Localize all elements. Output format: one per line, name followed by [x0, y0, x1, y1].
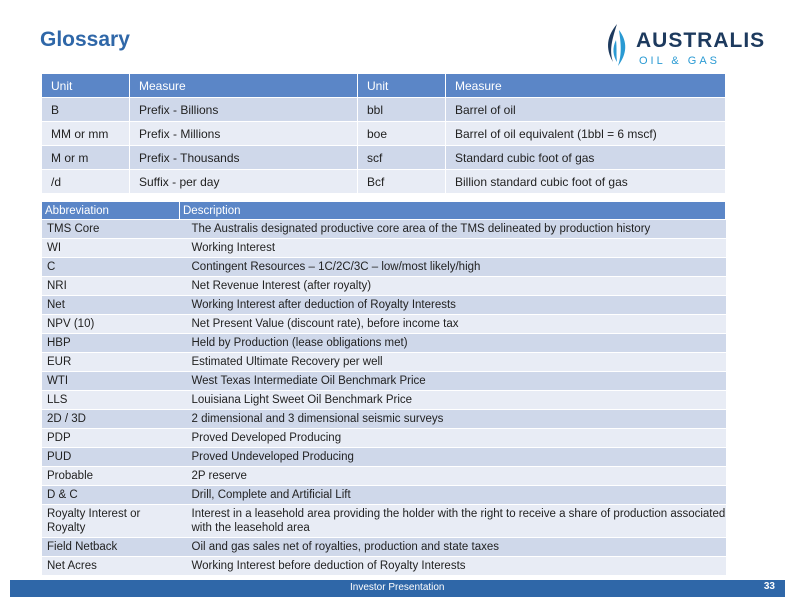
description-cell: Oil and gas sales net of royalties, production and state taxes: [180, 538, 726, 557]
units-table: [42, 74, 726, 193]
units-table-cell: /d: [42, 170, 130, 194]
description-cell: Proved Undeveloped Producing: [180, 448, 726, 467]
abbreviation-cell: C: [42, 258, 180, 277]
description-cell: Louisiana Light Sweet Oil Benchmark Price: [180, 391, 726, 410]
units-table-cell: Billion standard cubic foot of gas: [446, 170, 726, 194]
units-table-cell: B: [42, 98, 130, 122]
units-table-row: [42, 122, 726, 146]
abbreviation-cell: EUR: [42, 353, 180, 372]
abbr-table-row: [42, 353, 726, 372]
units-table-cell: Barrel of oil: [446, 98, 726, 122]
description-cell: Estimated Ultimate Recovery per well: [180, 353, 726, 372]
abbreviation-cell: WTI: [42, 372, 180, 391]
abbreviation-cell: Field Netback: [42, 538, 180, 557]
abbr-table-row: [42, 315, 726, 334]
abbr-table-row: [42, 372, 726, 391]
units-table-row: [42, 98, 726, 122]
abbr-header-row: [42, 202, 726, 220]
abbreviation-cell: NRI: [42, 277, 180, 296]
abbr-table-row: [42, 505, 726, 538]
units-table-cell: M or m: [42, 146, 130, 170]
abbreviation-cell: 2D / 3D: [42, 410, 180, 429]
company-logo: [600, 22, 765, 72]
abbr-table-row: [42, 391, 726, 410]
abbreviation-cell: WI: [42, 239, 180, 258]
abbreviation-cell: LLS: [42, 391, 180, 410]
units-header-unit: Unit: [42, 74, 130, 98]
abbr-table-row: [42, 334, 726, 353]
page-number: 33: [763, 581, 775, 592]
abbr-header-description: Description: [180, 202, 726, 220]
units-header-row: [42, 74, 726, 98]
abbr-table-row: [42, 239, 726, 258]
units-table-cell: Prefix - Billions: [130, 98, 358, 122]
description-cell: Working Interest after deduction of Royalty Interests: [180, 296, 726, 315]
units-table-cell: Barrel of oil equivalent (1bbl = 6 mscf): [446, 122, 726, 146]
units-table-cell: Prefix - Thousands: [130, 146, 358, 170]
abbr-table-row: [42, 220, 726, 239]
abbreviation-cell: Royalty Interest or Royalty: [42, 505, 180, 538]
abbr-table-row: [42, 486, 726, 505]
units-table-cell: scf: [358, 146, 446, 170]
abbr-table-row: [42, 467, 726, 486]
abbreviation-cell: HBP: [42, 334, 180, 353]
description-cell: Drill, Complete and Artificial Lift: [180, 486, 726, 505]
description-cell: Held by Production (lease obligations met): [180, 334, 726, 353]
units-table-cell: Suffix - per day: [130, 170, 358, 194]
units-table-row: [42, 146, 726, 170]
abbr-table-row: [42, 448, 726, 467]
description-cell: 2 dimensional and 3 dimensional seismic surveys: [180, 410, 726, 429]
units-table-cell: Standard cubic foot of gas: [446, 146, 726, 170]
abbreviation-cell: NPV (10): [42, 315, 180, 334]
abbr-table-row: [42, 277, 726, 296]
units-header-unit-2: Unit: [358, 74, 446, 98]
description-cell: Net Present Value (discount rate), before income tax: [180, 315, 726, 334]
description-cell: Working Interest before deduction of Royalty Interests: [180, 557, 726, 576]
description-cell: The Australis designated productive core area of the TMS delineated by production history: [180, 220, 726, 239]
abbr-table-row: [42, 296, 726, 315]
abbr-table-row: [42, 258, 726, 277]
units-table-cell: MM or mm: [42, 122, 130, 146]
abbreviation-cell: PUD: [42, 448, 180, 467]
units-table-cell: bbl: [358, 98, 446, 122]
logo-brand-text: AUSTRALIS: [636, 29, 766, 52]
units-table-cell: Prefix - Millions: [130, 122, 358, 146]
abbreviation-cell: Net Acres: [42, 557, 180, 576]
abbreviation-cell: Net: [42, 296, 180, 315]
abbreviation-cell: Probable: [42, 467, 180, 486]
description-cell: Working Interest: [180, 239, 726, 258]
abbr-table-row: [42, 538, 726, 557]
abbreviation-cell: PDP: [42, 429, 180, 448]
abbreviation-cell: D & C: [42, 486, 180, 505]
description-cell: Interest in a leasehold area providing the holder with the right to receive a share of production associated with the leasehold area: [180, 505, 726, 538]
abbr-table-row: [42, 410, 726, 429]
description-cell: Net Revenue Interest (after royalty): [180, 277, 726, 296]
units-table-row: [42, 170, 726, 194]
flame-logo-icon: [600, 22, 634, 68]
abbreviation-cell: TMS Core: [42, 220, 180, 239]
description-cell: West Texas Intermediate Oil Benchmark Price: [180, 372, 726, 391]
units-header-measure: Measure: [130, 74, 358, 98]
units-table-cell: Bcf: [358, 170, 446, 194]
page-title: Glossary: [40, 28, 130, 51]
abbr-header-abbreviation: Abbreviation: [42, 202, 180, 220]
footer-bar: [10, 580, 785, 597]
description-cell: Contingent Resources – 1C/2C/3C – low/most likely/high: [180, 258, 726, 277]
abbreviations-table: [42, 202, 726, 575]
units-header-measure-2: Measure: [446, 74, 726, 98]
description-cell: 2P reserve: [180, 467, 726, 486]
units-table-cell: boe: [358, 122, 446, 146]
logo-sub-text: OIL & GAS: [639, 55, 721, 67]
footer-text: Investor Presentation: [350, 582, 445, 593]
description-cell: Proved Developed Producing: [180, 429, 726, 448]
abbr-table-row: [42, 557, 726, 576]
abbr-table-row: [42, 429, 726, 448]
